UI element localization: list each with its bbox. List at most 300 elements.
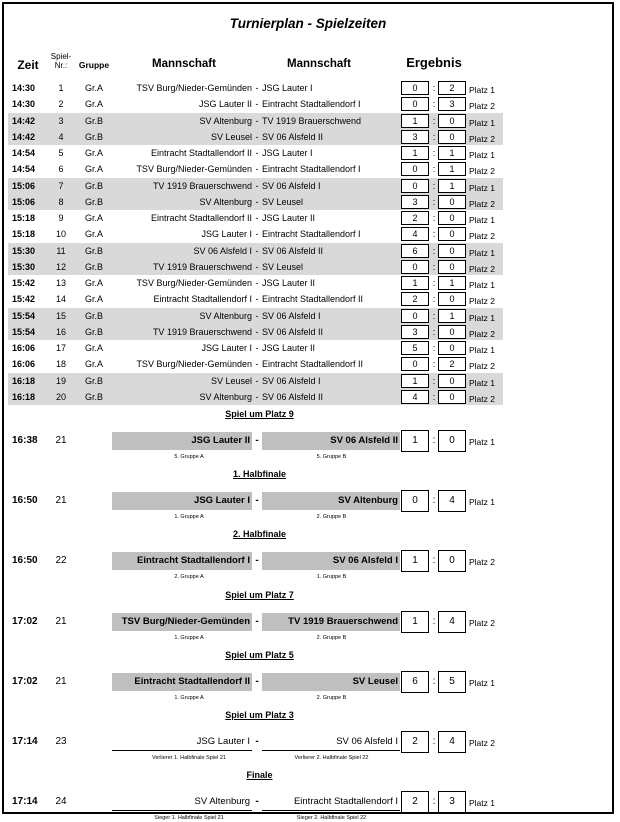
score-colon: : (432, 435, 436, 446)
table-row (4, 243, 612, 259)
platz-label: Platz 2 (469, 557, 495, 568)
score-colon: : (432, 180, 436, 191)
table-row (4, 259, 612, 275)
final-score-away[interactable]: 4 (438, 731, 466, 753)
score-away[interactable]: 0 (438, 292, 466, 306)
score-colon: : (432, 375, 436, 386)
final-time: 17:14 (12, 736, 38, 747)
header-spiel-nr (46, 52, 76, 70)
platz-label: Platz 1 (469, 85, 495, 95)
game-time: 15:30 (12, 245, 36, 256)
final-row (4, 791, 612, 813)
game-group: Gr.B (84, 375, 103, 386)
final-team-home: SV Altenburg (112, 793, 252, 811)
final-number: 24 (55, 796, 67, 808)
final-number: 23 (55, 736, 67, 747)
team-home: SV 06 Alsfeld I (193, 245, 252, 256)
score-away[interactable]: 0 (438, 114, 466, 128)
score-home[interactable]: 3 (401, 130, 429, 144)
score-away[interactable]: 1 (438, 179, 466, 193)
final-title: Spiel um Platz 7 (225, 589, 294, 600)
versus-dash: - (255, 375, 259, 386)
versus-dash: - (255, 615, 259, 627)
team-away: Eintracht Stadtallendorf I (262, 229, 361, 240)
final-score-away[interactable]: 3 (438, 791, 466, 813)
final-time: 16:50 (12, 555, 38, 567)
score-away[interactable]: 2 (438, 357, 466, 371)
score-away[interactable]: 0 (438, 195, 466, 209)
versus-dash: - (255, 343, 259, 353)
final-time: 17:14 (12, 796, 38, 808)
final-score-home[interactable]: 1 (401, 550, 429, 572)
team-away: SV Leusel (262, 261, 304, 272)
platz-label: Platz 1 (469, 497, 495, 508)
team-away: JSG Lauter I (262, 148, 313, 158)
final-row (4, 550, 612, 572)
team-away: Eintracht Stadtallendorf II (262, 294, 364, 305)
final-team-away: SV 06 Alsfeld I (262, 733, 400, 751)
final-number: 21 (55, 435, 67, 446)
score-away[interactable]: 1 (438, 146, 466, 160)
header-ergebnis: Ergebnis (406, 55, 462, 70)
score-home[interactable]: 1 (401, 114, 429, 128)
final-title: Spiel um Platz 3 (225, 710, 294, 720)
score-away[interactable]: 0 (438, 130, 466, 144)
game-time: 15:54 (12, 326, 36, 337)
team-home: SV Altenburg (199, 196, 252, 207)
team-home: TV 1919 Brauerschwend (152, 180, 252, 191)
final-score-home[interactable]: 2 (401, 791, 429, 813)
score-colon: : (432, 164, 436, 175)
game-time: 16:06 (12, 359, 36, 370)
platz-label: Platz 1 (469, 798, 495, 809)
table-row (4, 129, 612, 145)
team-home: Eintracht Stadtallendorf I (153, 294, 252, 305)
versus-dash: - (255, 245, 259, 256)
table-row (4, 210, 612, 226)
score-away[interactable]: 1 (438, 309, 466, 323)
team-home: TSV Burg/Nieder-Gemünden (136, 83, 252, 93)
platz-label: Platz 1 (469, 677, 495, 688)
score-colon: : (432, 796, 436, 808)
score-colon: : (432, 229, 436, 240)
game-number: 2 (58, 99, 64, 110)
platz-label: Platz 2 (469, 231, 495, 242)
final-team-home: JSG Lauter II (112, 432, 252, 450)
final-note-home: 1. Gruppe A (174, 634, 204, 641)
score-home[interactable]: 0 (401, 309, 429, 323)
score-home[interactable]: 0 (401, 97, 429, 111)
platz-label: Platz 2 (469, 263, 495, 274)
score-colon: : (432, 131, 436, 142)
game-group: Gr.A (84, 343, 103, 353)
game-time: 16:06 (12, 343, 36, 353)
score-colon: : (432, 736, 436, 747)
score-colon: : (432, 359, 436, 370)
team-home: SV Leusel (210, 131, 252, 142)
platz-label: Platz 2 (469, 198, 495, 209)
table-row (4, 340, 612, 356)
versus-dash: - (255, 675, 259, 687)
final-score-away[interactable]: 0 (438, 550, 466, 572)
versus-dash: - (255, 180, 259, 191)
team-home: SV Altenburg (199, 310, 252, 321)
final-score-home[interactable]: 6 (401, 671, 429, 693)
table-row (4, 389, 612, 405)
table-row (4, 96, 612, 112)
final-number: 22 (55, 555, 67, 567)
final-score-home[interactable]: 2 (401, 731, 429, 753)
final-row (4, 671, 612, 693)
game-group: Gr.B (84, 115, 103, 126)
team-away: JSG Lauter II (262, 213, 316, 223)
team-away: TV 1919 Brauerschwend (262, 115, 362, 126)
score-home[interactable]: 4 (401, 390, 429, 404)
score-away[interactable]: 0 (438, 227, 466, 241)
score-home[interactable]: 4 (401, 227, 429, 241)
table-row (4, 356, 612, 372)
team-away: Eintracht Stadtallendorf II (262, 359, 364, 370)
platz-label: Platz 2 (469, 328, 495, 339)
final-note-home: 1. Gruppe A (174, 694, 204, 701)
score-away[interactable]: 0 (438, 325, 466, 339)
team-away: JSG Lauter II (262, 343, 316, 353)
game-group: Gr.B (84, 310, 103, 321)
final-score-home[interactable]: 0 (401, 490, 429, 512)
game-number: 16 (55, 326, 66, 337)
score-away[interactable]: 1 (438, 162, 466, 176)
platz-label: Platz 2 (469, 133, 495, 144)
game-group: Gr.B (84, 391, 103, 402)
score-home[interactable]: 2 (401, 292, 429, 306)
team-home: JSG Lauter I (201, 343, 252, 353)
score-colon: : (432, 495, 436, 507)
platz-label: Platz 2 (469, 617, 495, 628)
team-home: SV Leusel (210, 375, 252, 386)
game-time: 15:54 (12, 310, 36, 321)
score-colon: : (432, 261, 436, 272)
final-note-home: 1. Gruppe A (174, 514, 204, 521)
score-away[interactable]: 0 (438, 211, 466, 225)
final-team-home: Eintracht Stadtallendorf I (112, 552, 252, 570)
game-time: 14:54 (12, 148, 36, 158)
team-away: Eintracht Stadtallendorf I (262, 164, 361, 175)
game-number: 7 (58, 180, 64, 191)
final-team-away: TV 1919 Brauerschwend (262, 613, 400, 631)
final-time: 17:02 (12, 615, 38, 627)
score-home[interactable]: 1 (401, 276, 429, 290)
score-colon: : (432, 196, 436, 207)
team-away: SV 06 Alsfeld II (262, 326, 324, 337)
game-group: Gr.B (84, 196, 103, 207)
game-time: 14:30 (12, 99, 36, 110)
team-home: TV 1919 Brauerschwend (152, 326, 252, 337)
score-colon: : (432, 115, 436, 126)
platz-label: Platz 1 (469, 345, 495, 355)
game-time: 14:42 (12, 131, 36, 142)
final-title: Finale (246, 770, 273, 781)
final-score-away[interactable]: 4 (438, 490, 466, 512)
game-group: Gr.A (84, 359, 103, 370)
final-score-home[interactable]: 1 (401, 430, 429, 452)
score-away[interactable]: 0 (438, 260, 466, 274)
score-colon: : (432, 213, 436, 223)
game-time: 15:42 (12, 294, 36, 305)
game-number: 4 (58, 131, 64, 142)
final-title: Spiel um Platz 5 (225, 649, 294, 660)
game-number: 20 (55, 391, 66, 402)
team-away: Eintracht Stadtallendorf I (262, 99, 361, 110)
game-number: 17 (55, 343, 66, 353)
table-row (4, 373, 612, 389)
header-mannschaft-2: Mannschaft (287, 58, 351, 70)
platz-label: Platz 2 (469, 101, 495, 112)
table-row (4, 80, 612, 96)
score-home[interactable]: 3 (401, 325, 429, 339)
score-home[interactable]: 0 (401, 162, 429, 176)
game-group: Gr.B (84, 261, 103, 272)
final-note-away: 1. Gruppe B (316, 574, 347, 581)
game-time: 15:18 (12, 229, 36, 240)
header-zeit: Zeit (17, 58, 39, 72)
game-number: 19 (55, 375, 66, 386)
final-note-home: Verlierer 1. Halbfinale Spiel 21 (152, 755, 226, 761)
versus-dash: - (255, 326, 259, 337)
game-time: 15:18 (12, 213, 36, 223)
game-group: Gr.B (84, 131, 103, 142)
platz-label: Platz 1 (469, 437, 495, 447)
game-number: 11 (56, 245, 66, 256)
score-home[interactable]: 1 (401, 374, 429, 388)
platz-label: Platz 2 (469, 166, 495, 177)
final-note-away: Sieger 2. Halbfinale Spiel 22 (296, 815, 367, 822)
score-colon: : (432, 278, 436, 288)
score-away[interactable]: 0 (438, 374, 466, 388)
final-score-away[interactable]: 0 (438, 430, 466, 452)
game-number: 18 (55, 359, 66, 370)
score-colon: : (432, 245, 436, 256)
score-colon: : (432, 310, 436, 321)
header-gruppe: Gruppe (78, 60, 110, 70)
platz-label: Platz 2 (469, 296, 495, 307)
score-colon: : (432, 99, 436, 110)
score-home[interactable]: 0 (401, 260, 429, 274)
game-group: Gr.B (84, 245, 103, 256)
versus-dash: - (255, 555, 259, 567)
final-title: Spiel um Platz 9 (225, 409, 294, 419)
final-score-away[interactable]: 4 (438, 611, 466, 633)
final-team-away: Eintracht Stadtallendorf I (262, 793, 400, 811)
score-away[interactable]: 0 (438, 341, 466, 355)
header-mannschaft-1: Mannschaft (152, 58, 216, 70)
final-team-home: JSG Lauter I (112, 733, 252, 751)
game-group: Gr.A (84, 229, 103, 240)
score-home[interactable]: 1 (401, 146, 429, 160)
final-note-away: 2. Gruppe B (316, 514, 347, 521)
versus-dash: - (255, 229, 259, 240)
versus-dash: - (255, 435, 259, 446)
team-home: TSV Burg/Nieder-Gemünden (136, 278, 252, 288)
game-time: 15:06 (12, 196, 36, 207)
game-time: 14:30 (12, 83, 36, 93)
platz-label: Platz 1 (469, 117, 495, 128)
versus-dash: - (255, 148, 259, 158)
table-row (4, 308, 612, 324)
team-away: SV 06 Alsfeld II (262, 391, 324, 402)
final-score-away[interactable]: 5 (438, 671, 466, 693)
score-home[interactable]: 5 (401, 341, 429, 355)
table-row (4, 113, 612, 129)
versus-dash: - (255, 391, 259, 402)
score-home[interactable]: 3 (401, 195, 429, 209)
versus-dash: - (255, 294, 259, 305)
score-colon: : (432, 83, 436, 93)
final-score-home[interactable]: 1 (401, 611, 429, 633)
final-team-away: SV 06 Alsfeld II (262, 432, 400, 450)
team-home: JSG Lauter I (201, 229, 252, 240)
score-home[interactable]: 0 (401, 81, 429, 95)
versus-dash: - (255, 359, 259, 370)
final-row (4, 430, 612, 452)
versus-dash: - (255, 99, 259, 110)
score-away[interactable]: 0 (438, 244, 466, 258)
platz-label: Platz 1 (469, 247, 495, 258)
game-number: 13 (55, 278, 66, 288)
table-row (4, 291, 612, 307)
game-time: 14:42 (12, 115, 36, 126)
table-row (4, 324, 612, 340)
team-home: Eintracht Stadtallendorf II (150, 213, 252, 223)
score-colon: : (432, 555, 436, 567)
table-row (4, 275, 612, 291)
final-note-home: 5. Gruppe A (174, 454, 204, 460)
game-number: 12 (55, 261, 66, 272)
final-number: 21 (55, 615, 67, 627)
game-time: 15:06 (12, 180, 36, 191)
table-row (4, 226, 612, 242)
versus-dash: - (255, 131, 259, 142)
game-number: 15 (55, 310, 66, 321)
platz-label: Platz 2 (469, 738, 495, 748)
final-team-home: TSV Burg/Nieder-Gemünden (112, 613, 252, 631)
table-row (4, 194, 612, 210)
team-away: SV 06 Alsfeld I (262, 375, 321, 386)
platz-label: Platz 1 (469, 377, 495, 388)
team-away: JSG Lauter I (262, 83, 313, 93)
team-home: Eintracht Stadtallendorf II (150, 148, 252, 158)
final-number: 21 (55, 675, 67, 687)
final-note-away: 2. Gruppe B (316, 694, 347, 701)
team-away: JSG Lauter II (262, 278, 316, 288)
score-away[interactable]: 1 (438, 276, 466, 290)
final-team-away: SV Altenburg (262, 492, 400, 510)
game-time: 16:18 (12, 391, 36, 402)
table-row (4, 178, 612, 194)
team-home: SV Altenburg (199, 391, 252, 402)
team-home: SV Altenburg (199, 115, 252, 126)
final-number: 21 (55, 495, 67, 507)
platz-label: Platz 1 (469, 150, 495, 160)
score-away[interactable]: 0 (438, 390, 466, 404)
score-home[interactable]: 0 (401, 179, 429, 193)
game-time: 14:54 (12, 164, 36, 175)
team-away: SV 06 Alsfeld II (262, 131, 324, 142)
game-group: Gr.A (84, 164, 103, 175)
platz-label: Platz 1 (469, 182, 495, 193)
versus-dash: - (255, 213, 259, 223)
score-away[interactable]: 3 (438, 97, 466, 111)
platz-label: Platz 1 (469, 280, 495, 290)
game-number: 3 (58, 115, 64, 126)
final-note-away: 2. Gruppe B (316, 634, 347, 641)
team-home: TSV Burg/Nieder-Gemünden (136, 359, 252, 370)
team-home: TSV Burg/Nieder-Gemünden (136, 164, 252, 175)
final-row (4, 731, 612, 753)
score-home[interactable]: 6 (401, 244, 429, 258)
game-group: Gr.A (84, 278, 103, 288)
final-title: 1. Halbfinale (232, 469, 286, 480)
final-row (4, 611, 612, 633)
game-number: 9 (58, 213, 64, 223)
final-time: 16:50 (12, 495, 38, 507)
score-away[interactable]: 2 (438, 81, 466, 95)
platz-label: Platz 2 (469, 393, 495, 404)
final-note-home: Sieger 1. Halbfinale Spiel 21 (154, 815, 224, 822)
score-home[interactable]: 0 (401, 357, 429, 371)
game-group: Gr.A (84, 99, 103, 110)
game-number: 8 (58, 196, 64, 207)
versus-dash: - (255, 796, 259, 808)
game-group: Gr.A (84, 213, 103, 223)
page-title: Turnierplan - Spielzeiten (229, 16, 387, 31)
final-team-away: SV 06 Alsfeld I (262, 552, 400, 570)
game-number: 5 (58, 148, 64, 158)
tournament-sheet (2, 2, 614, 822)
score-colon: : (432, 148, 436, 158)
score-colon: : (432, 326, 436, 337)
platz-label: Platz 1 (469, 312, 495, 323)
score-colon: : (432, 615, 436, 627)
team-away: SV Leusel (262, 196, 304, 207)
score-home[interactable]: 2 (401, 211, 429, 225)
versus-dash: - (255, 115, 259, 126)
game-number: 6 (58, 164, 64, 175)
game-group: Gr.A (84, 83, 103, 93)
versus-dash: - (255, 164, 259, 175)
game-time: 15:42 (12, 278, 36, 288)
final-team-home: Eintracht Stadtallendorf II (112, 673, 252, 691)
final-team-home: JSG Lauter I (112, 492, 252, 510)
final-title: 2. Halbfinale (232, 529, 286, 540)
final-team-away: SV Leusel (262, 673, 400, 691)
team-away: SV 06 Alsfeld I (262, 180, 321, 191)
game-group: Gr.A (84, 294, 103, 305)
header-spiel-nr-line2: Nr.: (54, 61, 68, 70)
team-home: JSG Lauter II (198, 99, 252, 110)
table-row (4, 161, 612, 177)
platz-label: Platz 1 (469, 215, 495, 225)
versus-dash: - (255, 196, 259, 207)
versus-dash: - (255, 83, 259, 93)
final-note-away: Verlierer 2. Halbfinale Spiel 22 (294, 755, 369, 761)
versus-dash: - (255, 495, 259, 507)
table-row (4, 145, 612, 161)
game-number: 10 (55, 229, 66, 240)
final-note-away: 5. Gruppe B (316, 454, 347, 460)
game-time: 15:30 (12, 261, 36, 272)
final-row (4, 490, 612, 512)
final-time: 16:38 (12, 435, 38, 446)
